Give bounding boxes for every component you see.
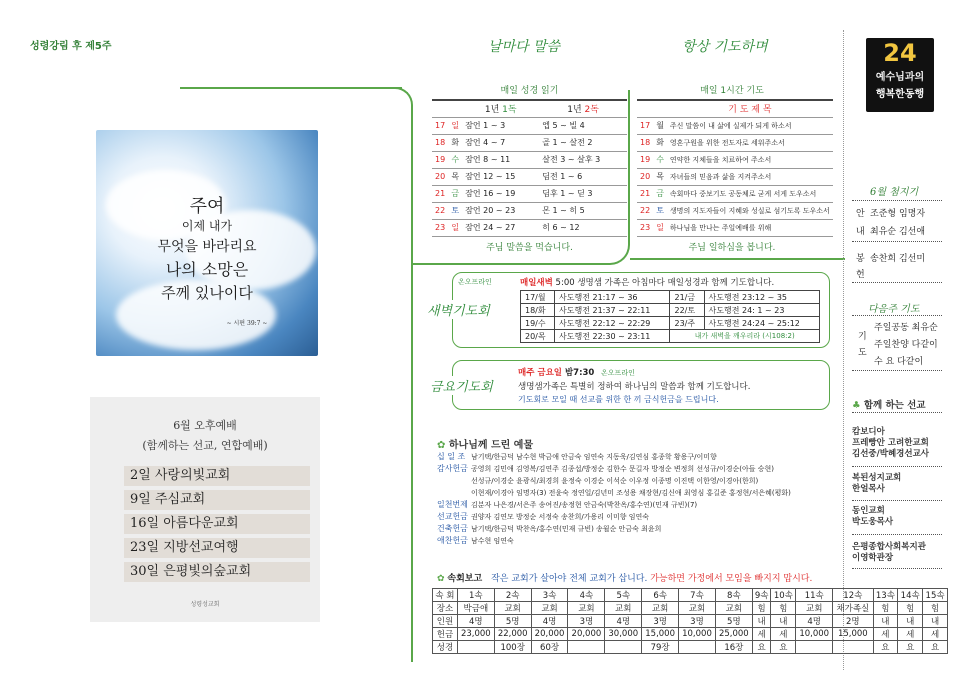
attendance-cell: 인원 <box>433 615 458 628</box>
picture-line-2: 이제 내가 <box>181 219 233 233</box>
picture-line-1: 주여 <box>189 196 225 217</box>
dawn-label: 새벽기도회 <box>425 300 492 319</box>
attendance-cell: 내 <box>771 615 796 628</box>
prayer-row: 18 화 영혼구원을 위한 전도자로 세워주소서 <box>637 134 833 151</box>
attendance-cell: 힘 <box>771 602 796 615</box>
attendance-header-cell: 속 회 <box>433 589 458 602</box>
offering-row: 일천번제 김분자 나은경/서은주 송여진/송정현 안금숙(박찬옥/홍수연)(민재 규빈)(7) <box>437 500 698 509</box>
attendance-cell: 힘 <box>873 602 898 615</box>
bible-row: 17 일 잠언 1 ~ 3 엡 5 ~ 빌 4 <box>432 117 627 134</box>
sermon-row: 16일 아름다운교회 <box>124 514 310 534</box>
prayer-row: 22 토 생명의 지도자들이 지혜와 성실로 섬기도록 도우소서 <box>637 202 833 219</box>
picture-caption: ~ 시편 39:7 ~ <box>226 320 268 327</box>
logo-badge <box>866 38 934 112</box>
prayer-row: 20 목 자녀들의 믿음과 삶을 지켜주소서 <box>637 168 833 185</box>
attendance-cell: 3명 <box>642 615 679 628</box>
attendance-cell: 60장 <box>531 641 568 654</box>
friday-header: 매주 금요일 밤7:30 온오프라인 <box>518 368 635 378</box>
attendance-cell: 79장 <box>642 641 679 654</box>
divider-dotted <box>843 30 844 670</box>
attendance-header-row <box>433 589 948 602</box>
offering-row: 감사헌금 공영희 김민애 김영복/김연주 김종섭/방정순 김한수 문길자 방정순 변정희 선성규/이경순(아들 승현) <box>437 464 775 473</box>
offering-title: ✿ 하나님께 드린 예물 <box>437 440 534 451</box>
attendance-cell <box>568 641 605 654</box>
prayer-table <box>637 99 833 237</box>
flower-icon: ✿ <box>437 574 445 584</box>
attendance-header-cell: 12속 <box>833 589 873 602</box>
daily-word-title: 매일 성경 읽기 <box>500 86 559 96</box>
attendance-row <box>433 602 948 615</box>
friday-line-2: 기도회로 모일 때 선교를 위한 한 끼 금식헌금을 드립니다. <box>518 395 719 404</box>
daily-word-heading: 날마다 말씀 <box>488 39 561 55</box>
attendance-cell: 힘 <box>923 602 948 615</box>
prayer-row: 19 수 연약한 지체들을 치료하여 주소서 <box>637 151 833 168</box>
attendance-cell: 20,000 <box>568 628 605 641</box>
tree-icon: ♣ <box>852 400 861 411</box>
sermon-row: 23일 지방선교여행 <box>124 538 310 558</box>
sermon-subtitle: (함께하는 선교, 연합예배) <box>142 439 268 452</box>
dawn-row: 20/목 사도행전 22:30 ~ 23:11 내가 새벽을 깨우리라 (시108:2) <box>521 330 820 343</box>
offering-row: 건축헌금 남기택/한금덕 박찬옥/홍수연(민재 규빈) 송월순 안금숙 최윤희 <box>437 524 662 533</box>
attendance-cell: 내 <box>752 615 771 628</box>
dawn-header: 매일새벽 5:00 생명샘 가족은 아침마다 매일성경과 함께 기도합니다. <box>520 278 775 288</box>
attendance-cell: 4명 <box>605 615 642 628</box>
attendance-header-cell: 5속 <box>605 589 642 602</box>
attendance-cell: 교회 <box>568 602 605 615</box>
always-pray-title: 매일 1시간 기도 <box>700 86 764 96</box>
sermon-row: 9일 주심교회 <box>124 490 310 510</box>
bible-reading-table <box>432 99 627 237</box>
attendance-header-cell: 7속 <box>679 589 716 602</box>
next-row: 주일공동 최유순 <box>874 323 938 333</box>
bible-row: 18 화 잠언 4 ~ 7 골 1 ~ 살전 2 <box>432 134 627 151</box>
divider-top <box>180 87 402 89</box>
june-row: 안 조준형 임명자 <box>856 209 926 219</box>
dawn-tag: 온오프라인 <box>458 278 492 286</box>
attendance-row <box>433 628 948 641</box>
prayer-row: 21 금 속회마다 중보기도 공동체로 굳게 서게 도우소서 <box>637 185 833 202</box>
divider-curve <box>395 87 413 267</box>
attendance-cell: 23,000 <box>457 628 494 641</box>
offering-row: 선교헌금 권양자 김연모 방정순 서정숙 송찬희/가용리 이미향 임연숙 <box>437 512 649 521</box>
attendance-cell: 25,000 <box>715 628 752 641</box>
dawn-table <box>520 290 820 343</box>
bible-row: 21 금 잠언 16 ~ 19 딤후 1 ~ 딛 3 <box>432 185 627 202</box>
flower-icon: ✿ <box>437 440 446 451</box>
logo-line2: 행복한동행 <box>875 89 925 100</box>
attendance-cell: 20,000 <box>531 628 568 641</box>
daily-word-caption: 주님 말씀을 먹습니다. <box>486 243 573 253</box>
always-pray-heading: 항상 기도하며 <box>682 39 768 55</box>
logo-number: 24 <box>883 39 917 67</box>
attendance-cell: 3명 <box>568 615 605 628</box>
prayer-row: 23 일 하나님을 만나는 주일예배를 위해 <box>637 219 833 236</box>
attendance-header-cell: 3속 <box>531 589 568 602</box>
attendance-header-cell: 6속 <box>642 589 679 602</box>
next-heading: 다음주 기도 <box>868 304 920 315</box>
dawn-row: 18/화 사도행전 21:37 ~ 22:11 22/토 사도행전 24: 1 ~ 23 <box>521 304 820 317</box>
picture-line-5: 주께 있나이다 <box>161 284 253 302</box>
attendance-cell: 4명 <box>796 615 833 628</box>
attendance-header-cell: 1속 <box>457 589 494 602</box>
attendance-header-cell: 4속 <box>568 589 605 602</box>
attendance-cell: 채가족실 <box>833 602 873 615</box>
attendance-cell: 16장 <box>715 641 752 654</box>
report-header: ✿ 속회보고 작은 교회가 살아야 전체 교회가 삽니다. 가능하면 가정에서 모임을 빠지지 맙시다. <box>437 574 813 584</box>
attendance-cell: 요 <box>873 641 898 654</box>
attendance-cell: 헌금 <box>433 628 458 641</box>
attendance-cell: 10,000 <box>679 628 716 641</box>
attendance-cell: 교회 <box>715 602 752 615</box>
attendance-header-cell: 13속 <box>873 589 898 602</box>
attendance-cell: 요 <box>752 641 771 654</box>
attendance-header-cell: 14속 <box>898 589 923 602</box>
dawn-row: 17/월 사도행전 21:17 ~ 36 21/금 사도행전 23:12 ~ 35 <box>521 291 820 304</box>
next-row: 수 요 다같이 <box>874 357 924 367</box>
attendance-cell: 2명 <box>833 615 873 628</box>
attendance-cell: 100장 <box>494 641 531 654</box>
attendance-header-cell: 15속 <box>923 589 948 602</box>
always-pray-caption: 주님 일하심을 봅니다. <box>688 243 776 253</box>
sermon-title: 6월 오후예배 <box>173 419 237 432</box>
june-row: 봉 송찬희 김선미 <box>856 254 926 264</box>
attendance-header-cell: 9속 <box>752 589 771 602</box>
attendance-cell: 교회 <box>494 602 531 615</box>
mission-heading: ♣ 함께 하는 선교 <box>852 400 926 411</box>
attendance-header-cell: 10속 <box>771 589 796 602</box>
friday-line-1: 생명샘가족은 특별히 정하여 하나님의 말씀과 함께 기도합니다. <box>518 382 751 392</box>
mission-item: 캄보디아 프레빵안 고려한교회 김선중/박혜경선교사 <box>852 427 930 459</box>
attendance-cell: 세 <box>873 628 898 641</box>
attendance-cell: 성경 <box>433 641 458 654</box>
attendance-cell: 세 <box>923 628 948 641</box>
offering-row: 십 일 조 남기택/한금덕 남수현 박금애 안금숙 임연숙 지동욱/김연심 홍종학 황용구/이미향 <box>437 452 717 461</box>
offering-row: 이현재/이경아 임명자(3) 전윤숙 정연일/김년미 조성용 채장현/김신애 최영심 홍길준 홍정현/서은혜(평화) <box>471 489 791 497</box>
attendance-cell: 22,000 <box>494 628 531 641</box>
attendance-cell: 15,000 <box>642 628 679 641</box>
mission-item: 은평종합사회복지관 이영학관장 <box>852 542 926 563</box>
attendance-cell <box>833 641 873 654</box>
logo-line1: 예수님과의 <box>875 72 925 83</box>
attendance-cell: 힘 <box>752 602 771 615</box>
attendance-cell: 장소 <box>433 602 458 615</box>
next-row: 주일찬양 다같이 <box>874 340 938 350</box>
attendance-cell: 요 <box>898 641 923 654</box>
attendance-header-cell: 2속 <box>494 589 531 602</box>
sermon-box <box>90 397 320 622</box>
attendance-cell: 3명 <box>679 615 716 628</box>
attendance-cell <box>679 641 716 654</box>
offering-row: 선성규/이경순 윤광식/최경희 윤정숙 이경순 이석순 이우정 이종명 이진택 이한영/이경아(한희) <box>471 477 759 485</box>
attendance-cell: 교회 <box>679 602 716 615</box>
attendance-cell: 내 <box>923 615 948 628</box>
divider-vertical <box>411 267 413 662</box>
bible-row: 19 수 잠언 8 ~ 11 살전 3 ~ 살후 3 <box>432 151 627 168</box>
sermon-row: 30일 은평빛의숲교회 <box>124 562 310 582</box>
attendance-cell: 힘 <box>898 602 923 615</box>
attendance-cell: 5명 <box>715 615 752 628</box>
june-heading: 6월 첨지기 <box>870 187 919 198</box>
attendance-header-cell: 8속 <box>715 589 752 602</box>
attendance-cell: 내 <box>873 615 898 628</box>
attendance-cell: 박금애 <box>457 602 494 615</box>
attendance-cell: 10,000 <box>796 628 833 641</box>
attendance-row <box>433 615 948 628</box>
attendance-row <box>433 641 948 654</box>
attendance-cell: 세 <box>898 628 923 641</box>
attendance-cell: 요 <box>771 641 796 654</box>
attendance-cell: 30,000 <box>605 628 642 641</box>
attendance-cell: 5명 <box>494 615 531 628</box>
attendance-cell <box>605 641 642 654</box>
prayer-row: 17 월 주신 말씀이 내 삶에 실제가 되게 하소서 <box>637 117 833 134</box>
attendance-cell: 내 <box>898 615 923 628</box>
attendance-cell: 4명 <box>457 615 494 628</box>
divider-right <box>630 258 845 260</box>
picture-line-3: 무엇을 바라리요 <box>157 239 257 255</box>
attendance-header-cell: 11속 <box>796 589 833 602</box>
bible-row: 20 목 잠언 12 ~ 15 딤전 1 ~ 6 <box>432 168 627 185</box>
attendance-cell <box>457 641 494 654</box>
sermon-row: 2일 사랑의빛교회 <box>124 466 310 486</box>
attendance-cell: 교회 <box>605 602 642 615</box>
attendance-cell: 15,000 <box>833 628 873 641</box>
friday-label: 금요기도회 <box>428 376 495 395</box>
prayer-col-header: 기 도 제 목 <box>667 100 833 117</box>
week-label: 성령강림 후 제5주 <box>30 41 112 52</box>
attendance-cell: 교회 <box>531 602 568 615</box>
scripture-image <box>96 130 318 356</box>
attendance-cell: 교회 <box>642 602 679 615</box>
attendance-cell <box>796 641 833 654</box>
attendance-cell: 교회 <box>796 602 833 615</box>
attendance-cell: 요 <box>923 641 948 654</box>
dawn-row: 19/수 사도행전 22:12 ~ 22:29 23/주 사도행전 24:24 ~ 25:12 <box>521 317 820 330</box>
mission-item: 동인교회 박도웅목사 <box>852 506 894 527</box>
bible-row: 22 토 잠언 20 ~ 23 몬 1 ~ 히 5 <box>432 202 627 219</box>
attendance-cell: 세 <box>752 628 771 641</box>
col-header-1: 1년 1독 <box>462 100 539 117</box>
next-side-label: 기도 <box>858 332 867 358</box>
bible-row: 23 일 잠언 24 ~ 27 히 6 ~ 12 <box>432 219 627 236</box>
sermon-footer: 성령성교회 <box>190 601 220 608</box>
attendance-cell: 세 <box>771 628 796 641</box>
mission-item: 복된성지교회 한얼목사 <box>852 473 902 494</box>
col-header-2: 1년 2독 <box>539 100 627 117</box>
picture-line-4: 나의 소망은 <box>165 260 249 279</box>
offering-row: 애찬헌금 남수현 임연숙 <box>437 536 514 545</box>
june-row: 헌 <box>856 270 865 280</box>
attendance-table <box>432 588 948 654</box>
june-row: 내 최유순 김선애 <box>856 227 926 237</box>
attendance-cell: 4명 <box>531 615 568 628</box>
